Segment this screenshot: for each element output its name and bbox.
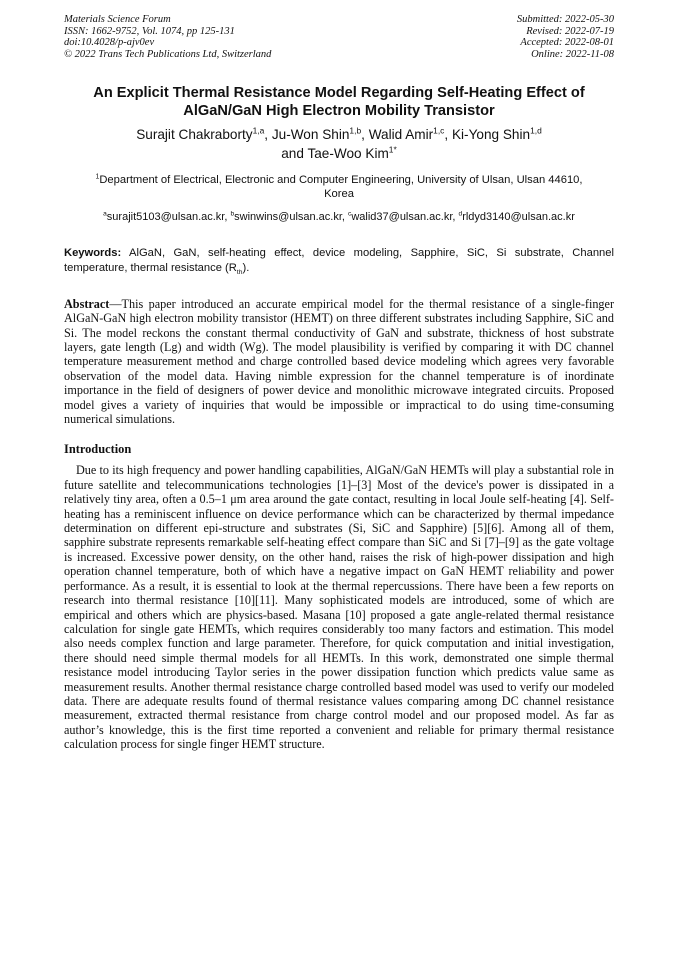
author-name: Surajit Chakraborty — [136, 127, 253, 143]
author-list — [64, 126, 614, 163]
email-separator: , — [341, 211, 349, 224]
introduction-paragraph: Due to its high frequency and power handling capabilities, AlGaN/GaN HEMTs will play a substantial role in future satellite and telecommunications technologies [1]–[3] Most of the device's power is dissipated in a relatively tiny area, often a 0.5–1 μm area around the gate contact, resulting in local Joule self-heating [4]. Self-heating has a reminiscent influence on device performance which can be characterized by thermal impedance determination on different epi-structure and substrates (Si, SiC and Sapphire) [5][6]. Among all of them, sapphire substrate represents remarkable self-heating effect compare than SiC and Si [7]–[9] as the gate voltage is increased. Excessive power density, on the other hand, raises the risk of high-power dissipation and high operation channel temperature, both of which have a negative impact on GaN HEMT reliability and power performance. As a result, it is essential to look at the thermal repercussions. There have been a few reports on research into thermal resistance [10][11]. Many sophisticated models are introduced, some of which are empirical and others which are physics-based. Masana [10] proposed a gate angle-related thermal resistance calculation for single gate HEMTs, which requires considerably too many factors and estimation. This model also needs complex function and large parameter. Therefore, for quick computation and initial investigation, there should need simple thermal models for all HEMTs. In this work, demonstrated one simple thermal resistance model introducing Taylor series in the power dissipation function which predicts value same as measurement results. Another thermal resistance charge controlled based model was used to verify our modeled data. There are adequate results found of thermal resistance values comparing among DC channel resistance measurement, extracted thermal resistance from charge control model and our proposed model. As far as author’s knowledge, this is the first time reported a convenient and reliable for primary thermal resistance calculation process for single finger HEMT structure. — [64, 463, 614, 752]
title-line-2: AlGaN/GaN High Electron Mobility Transistor — [183, 103, 495, 120]
author-separator: , — [444, 127, 452, 143]
author-separator: , — [264, 127, 272, 143]
journal-info — [64, 14, 271, 60]
paper-title — [64, 84, 614, 120]
email-mark: d — [458, 210, 463, 218]
publication-header — [64, 14, 614, 60]
author-affiliation-mark: 1,c — [433, 125, 445, 136]
author-separator: , — [361, 127, 369, 143]
keywords-label: Keywords: — [64, 247, 122, 260]
author-name: Ki-Yong Shin — [451, 127, 531, 143]
revised-date: Revised: 2022-07-19 — [526, 25, 614, 37]
affiliation-mark: 1 — [95, 173, 100, 181]
abstract-label: Abstract — [64, 296, 110, 311]
keywords-text: AlGaN, GaN, self-heating effect, device modeling, Sapphire, SiC, Si substrate, Channel temperature, thermal resistance (R — [64, 247, 614, 274]
email-address: walid37@ulsan.ac.kr — [351, 211, 453, 224]
doi: doi:10.4028/p-ajv0ev — [64, 37, 155, 49]
email-address: surajit5103@ulsan.ac.kr — [106, 211, 225, 224]
email-mark: c — [348, 210, 352, 218]
author-name: and Tae-Woo Kim — [281, 145, 389, 161]
email-address: swinwins@ulsan.ac.kr — [234, 211, 342, 224]
online-date: Online: 2022-11-08 — [531, 48, 614, 60]
author-name: Walid Amir — [368, 127, 434, 143]
email-mark: a — [103, 210, 107, 218]
submitted-date: Submitted: 2022-05-30 — [516, 14, 614, 25]
author-affiliation-mark: 1,b — [349, 125, 362, 136]
email-separator: , — [224, 211, 231, 224]
affiliation-line-1 — [64, 173, 614, 187]
journal-name: Materials Science Forum — [64, 14, 171, 25]
publication-dates — [517, 14, 614, 60]
abstract — [64, 297, 614, 427]
authors-line-2 — [64, 145, 614, 164]
issn-volume-pages: ISSN: 1662-9752, Vol. 1074, pp 125-131 — [64, 25, 235, 37]
author-affiliation-mark: 1,d — [530, 125, 542, 136]
keywords-end: ). — [242, 261, 250, 274]
author-emails — [64, 210, 614, 224]
authors-line-1 — [64, 126, 614, 145]
accepted-date: Accepted: 2022-08-01 — [520, 37, 614, 49]
keywords-subscript: th — [236, 268, 243, 276]
affiliation — [64, 173, 614, 201]
email-mark: b — [230, 210, 235, 218]
affiliation-text: Department of Electrical, Electronic and Computer Engineering, University of Ulsan, Ulsan 44610, — [99, 174, 583, 187]
section-heading-introduction: Introduction — [64, 442, 132, 457]
title-line-1: An Explicit Thermal Resistance Model Regarding Self-Heating Effect of — [93, 85, 585, 102]
email-address: rldyd3140@ulsan.ac.kr — [462, 211, 575, 224]
affiliation-line-2: Korea — [324, 188, 354, 201]
email-separator: , — [452, 211, 459, 224]
author-affiliation-mark: 1* — [388, 144, 397, 155]
abstract-text: —This paper introduced an accurate empirical model for the thermal resistance of a single-finger AlGaN-GaN high electron mobility transistor (HEMT) on three different substrates including Sapphire, SiC and Si. The model reckons the constant thermal conductivity of GaN and substrate, thickness of host substrate layers, gate length (Lg) and width (Wg). The model plausibility is verified by comparing it with DC channel temperature measurement method and charge controlled based device modeling which agrees very favorable observation of the model data. Having nimble expression for the channel temperature is of inordinate importance in the field of designers of power device and monolithic microwave integrated circuits. Proposed model gives a variety of inquiries that would be impossible or impractical to do using time-consuming numerical simulations. — [64, 296, 614, 427]
author-affiliation-mark: 1,a — [252, 125, 265, 136]
author-name: Ju-Won Shin — [271, 127, 350, 143]
keywords — [64, 246, 614, 274]
copyright: © 2022 Trans Tech Publications Ltd, Switzerland — [64, 48, 272, 60]
